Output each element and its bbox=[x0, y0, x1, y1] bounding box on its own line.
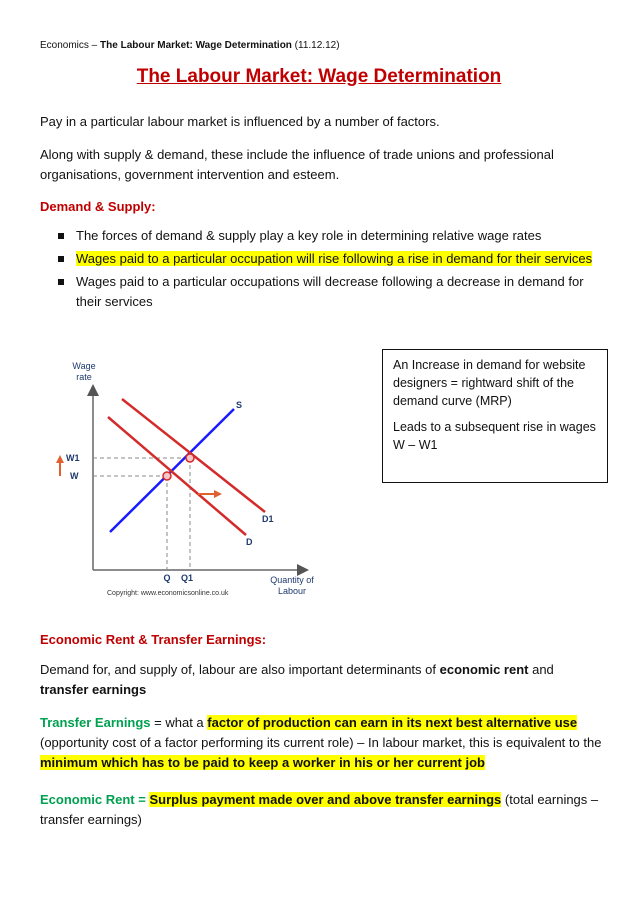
text-span: and bbox=[528, 662, 554, 677]
term-transfer-earnings-label: Transfer Earnings bbox=[40, 715, 151, 730]
note-box bbox=[382, 349, 608, 483]
note-line-2: Leads to a subsequent rise in wages W – W1 bbox=[393, 420, 596, 452]
header-date: (11.12.12) bbox=[291, 40, 340, 51]
section-heading-demand-supply: Demand & Supply: bbox=[40, 199, 156, 214]
intro-paragraph-2: Along with supply & demand, these include the influence of trade unions and professional organisations, government intervention and esteem. bbox=[40, 147, 554, 182]
bullet-list bbox=[58, 226, 603, 315]
supply-label: S bbox=[236, 400, 243, 410]
list-item bbox=[58, 272, 603, 312]
section-heading-economic-rent: Economic Rent & Transfer Earnings: bbox=[40, 632, 267, 647]
highlight-text: factor of production can earn in its next best alternative use bbox=[207, 715, 578, 730]
q-label: Q bbox=[163, 573, 171, 583]
highlight-text: minimum which has to be paid to keep a worker in his or her current job bbox=[40, 755, 485, 770]
y-axis-label-1: Wage bbox=[72, 361, 96, 371]
wage-rise-arrowhead-icon bbox=[56, 455, 64, 463]
list-item bbox=[58, 226, 603, 246]
equilibrium-point bbox=[163, 472, 171, 480]
economic-rent-definition bbox=[40, 790, 600, 830]
list-item bbox=[58, 249, 603, 269]
text-span: (opportunity cost of a factor performing its current role) – In labour market, this is equivalent to the bbox=[40, 735, 602, 750]
bullet-text: Wages paid to a particular occupations will decrease following a decrease in demand for their services bbox=[76, 274, 584, 309]
labour-market-diagram bbox=[50, 352, 340, 607]
text-span: = what a bbox=[150, 715, 208, 730]
highlight-text: Surplus payment made over and above transfer earnings bbox=[149, 792, 502, 807]
bullet-text: The forces of demand & supply play a key role in determining relative wage rates bbox=[76, 228, 542, 243]
equilibrium-point-new bbox=[186, 454, 194, 462]
text-span: Demand for, and supply of, labour are also important determinants of bbox=[40, 662, 440, 677]
bullet-square-icon bbox=[58, 279, 64, 285]
bullet-square-icon bbox=[58, 233, 64, 239]
note-line-1: An Increase in demand for website designers = rightward shift of the demand curve (MRP) bbox=[393, 358, 586, 408]
demand-d1-label: D1 bbox=[262, 514, 274, 524]
economic-rent-intro bbox=[40, 660, 600, 700]
q1-label: Q1 bbox=[180, 573, 194, 583]
term-economic-rent: economic rent bbox=[439, 662, 529, 677]
bullet-square-icon bbox=[58, 256, 64, 262]
header-topic: The Labour Market: Wage Determination bbox=[100, 40, 292, 51]
demand-label: D bbox=[246, 537, 253, 547]
page-title: The Labour Market: Wage Determination bbox=[136, 66, 502, 87]
w-label: W bbox=[70, 471, 79, 481]
document-header bbox=[40, 40, 340, 51]
term-transfer-earnings: transfer earnings bbox=[40, 682, 147, 697]
intro-paragraph-1: Pay in a particular labour market is influenced by a number of factors. bbox=[40, 114, 440, 129]
header-prefix: Economics – bbox=[40, 40, 101, 51]
y-axis-label-2: rate bbox=[76, 372, 92, 382]
shift-arrowhead-icon bbox=[214, 490, 222, 498]
text-span: (total earnings – transfer earnings) bbox=[40, 792, 599, 827]
term-economic-rent-label: Economic Rent = bbox=[40, 792, 150, 807]
x-axis-label-2: Labour bbox=[277, 586, 307, 596]
bullet-text-highlighted: Wages paid to a particular occupation will rise following a rise in demand for their services bbox=[76, 251, 593, 266]
x-axis-label-1: Quantity of bbox=[270, 575, 314, 585]
w1-label: W1 bbox=[66, 453, 80, 463]
transfer-earnings-definition bbox=[40, 713, 605, 773]
diagram-copyright: Copyright: www.economicsonline.co.uk bbox=[107, 590, 229, 597]
